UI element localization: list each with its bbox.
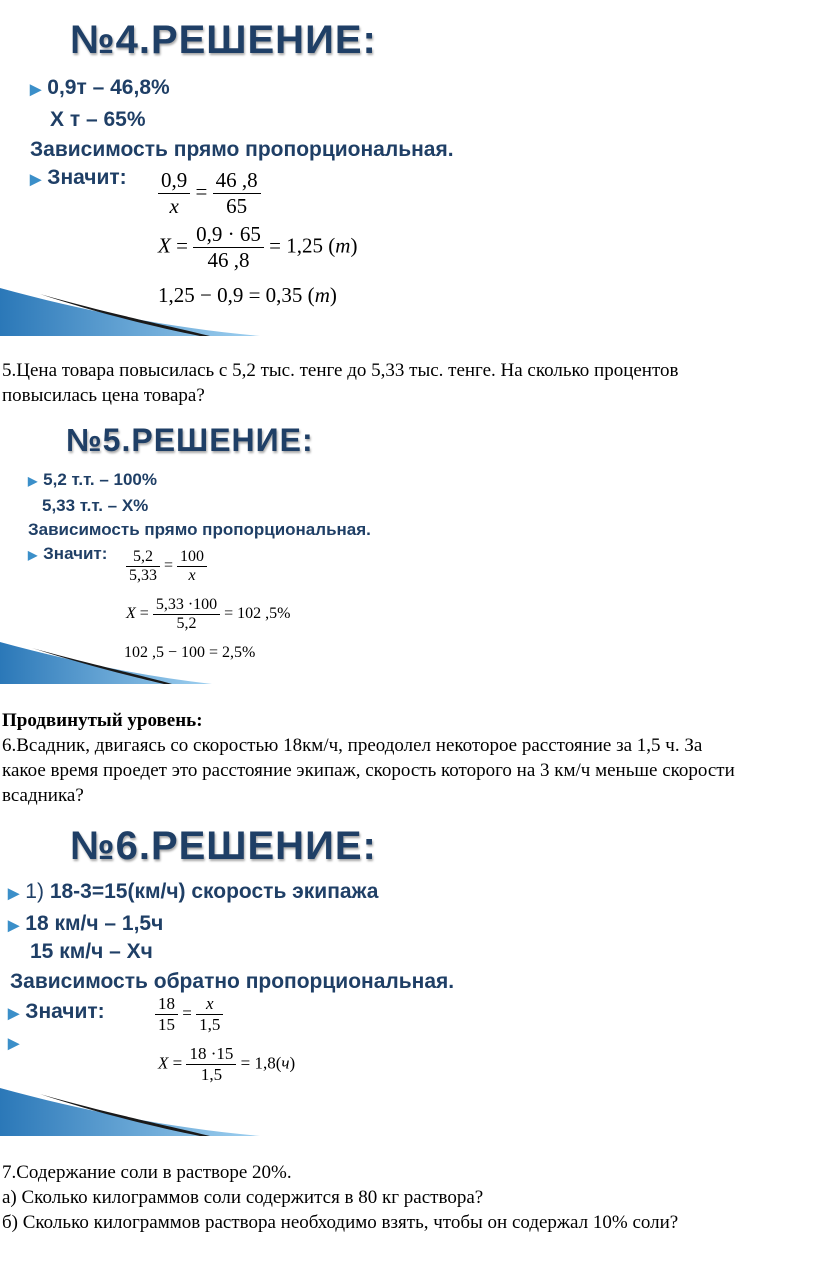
- slide-6-line-3: 15 км/ч – Хч: [30, 940, 153, 963]
- slide-4-equation-3: 1,25 − 0,9 = 0,35 (т): [158, 283, 337, 307]
- task-5-text: [0, 358, 816, 408]
- slide-6-equation-2: X = $\frac{18 \cdot 15}{1,5}$ = 1,8(ч): [158, 1044, 296, 1084]
- fraction: $\frac{46 ,8}{65}$: [213, 168, 261, 219]
- slide-5-equation-1: $\frac{5,2}{5,33}$ = $\frac{100}{x}$: [126, 548, 207, 585]
- fraction: $\frac{18}{15}$: [155, 994, 178, 1035]
- slide-5-thus: ▶ Значит:: [28, 544, 108, 563]
- slide-4-equation-1: $\frac{0,9}{x}$ = $\frac{46 ,8}{65}$: [158, 168, 261, 219]
- slide-5-title: №5.РЕШЕНИЕ:: [66, 422, 314, 458]
- task-6-line-2: какое время проедет это расстояние экипаж, скорость которого на 3 км/ч меньше скорости: [2, 760, 735, 781]
- slide-5-dependency: Зависимость прямо пропорциональная.: [28, 520, 371, 539]
- fraction: $\frac{18 \cdot 15}{1,5}$: [186, 1044, 236, 1085]
- slide-6-equation-1: $\frac{18}{15}$ = $\frac{x}{1,5}$: [155, 994, 223, 1035]
- slide-5-line-1: ▶ 5,2 т.т. – 100%: [28, 470, 158, 489]
- slide-6-line-1: ▶ 1) 18-3=15(км/ч) скорость экипажа: [8, 880, 379, 903]
- slide-6-empty-bullet: [8, 1030, 25, 1054]
- bullet-icon: ▶: [28, 474, 38, 488]
- bullet-icon: ▶: [8, 1006, 20, 1022]
- slide-4-solution: [0, 0, 816, 340]
- fraction: $\frac{5,33 \cdot 100}{5,2}$: [153, 596, 220, 633]
- slide-4-thus: ▶ Значит:: [30, 166, 127, 189]
- slide-6-line-2: ▶ 18 км/ч – 1,5ч: [8, 912, 164, 935]
- fraction: $\frac{100}{x}$: [177, 548, 207, 585]
- bullet-icon: ▶: [8, 918, 20, 934]
- slide-4-line-1: ▶ 0,9т – 46,8%: [30, 76, 170, 99]
- slide-decoration-swoosh: [0, 1084, 270, 1140]
- fraction: $\frac{0,9}{x}$: [158, 168, 190, 219]
- bullet-icon: ▶: [28, 548, 38, 562]
- slide-6-dependency: Зависимость обратно пропорциональная.: [10, 970, 455, 993]
- task-7-line-2: а) Сколько килограммов соли содержится в 80 кг раствора?: [2, 1187, 484, 1208]
- slide-decoration-swoosh: [0, 640, 220, 686]
- slide-5-line-2: 5,33 т.т. – Х%: [42, 496, 149, 515]
- task-7-line-3: б) Сколько килограммов раствора необходимо взять, чтобы он содержал 10% соли?: [2, 1212, 679, 1233]
- advanced-level-text: [0, 708, 816, 808]
- slide-4-title: №4.РЕШЕНИЕ:: [70, 18, 377, 62]
- slide-5-solution: [0, 412, 816, 688]
- bullet-icon: ▶: [30, 82, 42, 98]
- slide-6-solution: [0, 812, 816, 1142]
- slide-6-title: №6.РЕШЕНИЕ:: [70, 824, 377, 868]
- slide-5-equation-2: X = $\frac{5,33 \cdot 100}{5,2}$ = 102 ,5%: [126, 596, 291, 632]
- slide-5-equation-3: 102 ,5 − 100 = 2,5%: [124, 644, 256, 661]
- task-5-line-2: повысилась цена товара?: [2, 385, 205, 406]
- fraction: $\frac{5,2}{5,33}$: [126, 548, 160, 585]
- slide-6-thus: ▶ Значит:: [8, 1000, 105, 1023]
- fraction: $\frac{0,9 \cdot 65}{46 ,8}$: [193, 222, 264, 273]
- fraction: $\frac{x}{1,5}$: [196, 994, 223, 1035]
- bullet-icon: ▶: [8, 1036, 20, 1052]
- slide-4-line-2: Х т – 65%: [50, 108, 146, 131]
- slide-4-equation-2: X = $\frac{0,9 \cdot 65}{46 ,8}$ = 1,25 (т): [158, 222, 358, 272]
- slide-4-dependency: Зависимость прямо пропорциональная.: [30, 138, 454, 161]
- bullet-icon: ▶: [8, 886, 20, 902]
- task-7-line-1: 7.Содержание соли в растворе 20%.: [2, 1162, 292, 1183]
- task-7-text: [0, 1160, 816, 1235]
- task-6-line-3: всадника?: [2, 785, 84, 806]
- bullet-icon: ▶: [30, 172, 42, 188]
- task-6-line-1: 6.Всадник, двигаясь со скоростью 18км/ч, преодолел некоторое расстояние за 1,5 ч. За: [2, 735, 703, 756]
- task-5-line-1: 5.Цена товара повысилась с 5,2 тыс. тенге до 5,33 тыс. тенге. На сколько процентов: [2, 360, 679, 381]
- advanced-heading: Продвинутый уровень:: [2, 710, 203, 731]
- slide-decoration-swoosh: [0, 284, 270, 340]
